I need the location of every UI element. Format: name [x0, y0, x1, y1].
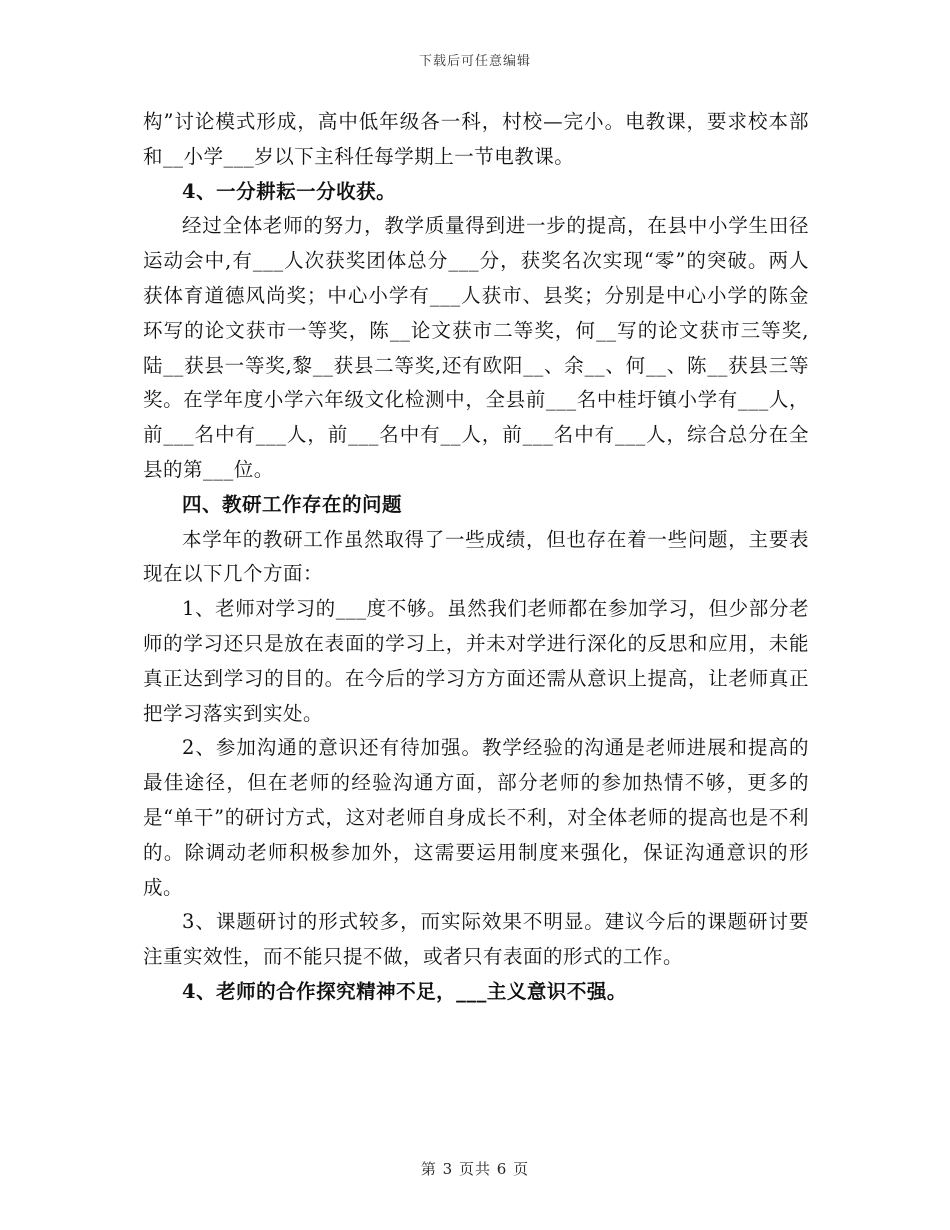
paragraph-issue-2: 2、参加沟通的意识还有待加强。教学经验的沟通是老师进展和提高的最佳途径，但在老师的经验沟通方面，部分老师的参加热情不够，更多的是“单干”的研讨方式，这对老师自身成长不利，对全体老师的提高也是不利的。除调动老师积极参加外，这需要运用制度来强化，保证沟通意识的形成。	[143, 736, 809, 899]
paragraph-issue-3: 3、课题研讨的形式较多，而实际效果不明显。建议今后的课题研讨要注重实效性，而不能只提不做，或者只有表面的形式的工作。	[143, 910, 809, 969]
paragraph-continuation: 构”讨论模式形成，高中低年级各一科，村校—完小。电教课，要求校本部和__小学___岁以下主科任每学期上一节电教课。	[143, 110, 809, 168]
page-footer: 第 3 页共 6 页	[420, 1160, 530, 1178]
page-header: 下载后可任意编辑	[418, 54, 531, 69]
paragraph-issue-1: 1、老师对学习的___度不够。虽然我们老师都在参加学习，但少部分老师的学习还只是放在表面的学习上，并未对学进行深化的反思和应用，未能真正达到学习的目的。在今后的学习方方面还需从意识上提高，让老师真正把学习落实到实处。	[143, 597, 809, 725]
document-body	[143, 105, 809, 1010]
paragraph-intro: 本学年的教研工作虽然取得了一些成绩，但也存在着一些问题，主要表现在以下几个方面：	[143, 527, 809, 586]
section-heading: 四、教研工作存在的问题	[182, 492, 403, 516]
section-heading: 4、老师的合作探究精神不足，___主义意识不强。	[182, 979, 627, 1003]
section-heading: 4、一分耕耘一分收获。	[182, 179, 397, 203]
paragraph-achievements: 经过全体老师的努力，教学质量得到进一步的提高，在县中小学生田径运动会中,有___人次获奖团体总分___分，获奖名次实现“零”的突破。两人获体育道德风尚奖；中心小学有___人获市、县奖；分别是中心小学的陈金环写的论文获市一等奖，陈__论文获市二等奖，何__写的论文获市三等奖,陆__获县一等奖,黎__获县二等奖,还有欧阳__、余__、何__、陈__获县三等奖。在学年度小学六年级文化检测中，全县前___名中桂圩镇小学有___人，前___名中有___人，前___名中有__人，前___名中有___人，综合总分在全县的第___位。	[143, 214, 809, 481]
